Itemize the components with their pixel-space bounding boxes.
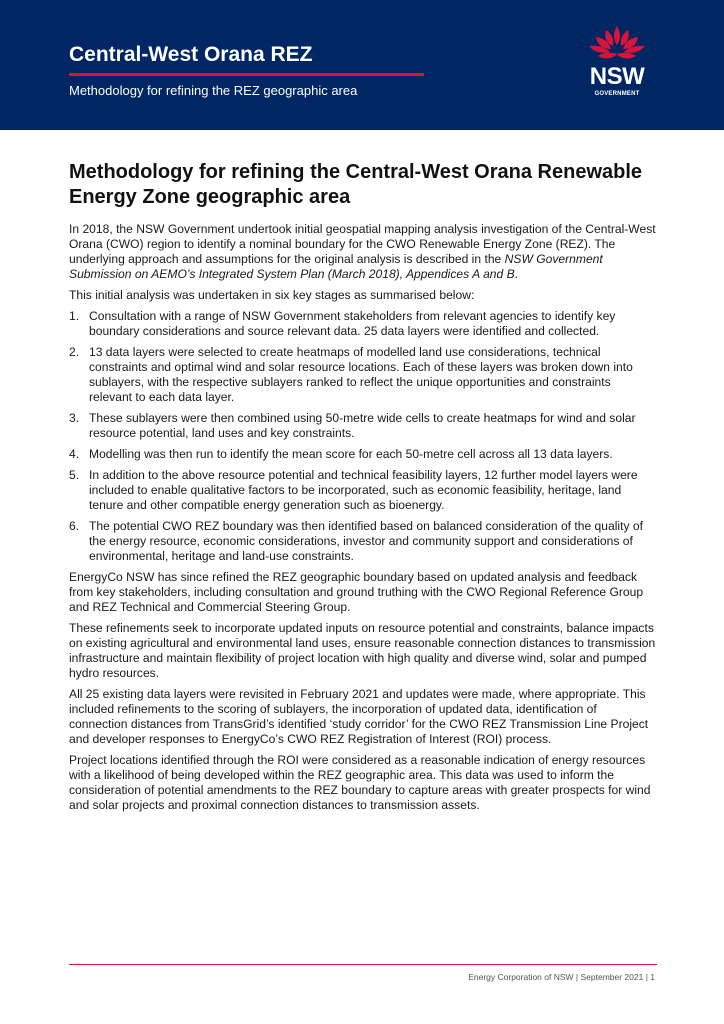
header-subtitle: Methodology for refining the REZ geographic area — [69, 83, 358, 98]
header-banner — [0, 0, 724, 130]
stage-item — [69, 468, 657, 513]
nsw-government-logo — [580, 24, 654, 102]
stage-item — [69, 309, 657, 339]
stage-text: Modelling was then run to identify the mean score for each 50-metre cell across all 13 data layers. — [89, 447, 613, 461]
footer-divider — [69, 964, 657, 965]
body-paragraph: Project locations identified through the ROI were considered as a reasonable indication of energy resources with a likelihood of being developed within the REZ geographic area. This data was used to inform the consideration of potential amendments to the REZ boundary to capture areas with greater prospects for wind and solar projects and proximal connection distances to transmission assets. — [69, 753, 651, 812]
body-paragraph: All 25 existing data layers were revisited in February 2021 and updates were made, where appropriate. This included refinements to the scoring of sublayers, the incorporation of updated data, identification of connection distances from TransGrid’s identified ‘study corridor’ for the CWO REZ Transmission Line Project and developer responses to EnergyCo’s CWO REZ Registration of Interest (ROI) process. — [69, 687, 649, 746]
stage-number: 4. — [69, 447, 80, 461]
intro-citation: NSW Government Submission on AEMO’s Integrated System Plan (March 2018), Appendices A and B — [69, 252, 603, 281]
body-paragraph: EnergyCo NSW has since refined the REZ geographic boundary based on updated analysis and feedback from key stakeholders, including consultation and ground truthing with the CWO Regional Reference Group and REZ Technical and Commercial Steering Group. — [69, 570, 644, 614]
body-paragraph: These refinements seek to incorporate updated inputs on resource potential and constraints, balance impacts on existing agricultural and environmental land uses, ensure reasonable connection distances to transmission infrastructure and maintain flexibility of project location with high quality and diverse wind, solar and pumped hydro resources. — [69, 621, 656, 680]
stage-item — [69, 519, 657, 564]
stage-number: 5. — [69, 468, 80, 482]
stage-item — [69, 345, 657, 405]
document-title: Methodology for refining the Central-West Orana Renewable Energy Zone geographic area — [69, 161, 643, 208]
stage-item — [69, 411, 657, 441]
stage-text: The potential CWO REZ boundary was then identified based on balanced consideration of the quality of the energy resource, economic considerations, investor and community support and considerations of environmental, heritage and land-use constraints. — [89, 519, 643, 563]
stage-number: 2. — [69, 345, 80, 359]
footer-text: Energy Corporation of NSW | September 2021 | 1 — [468, 972, 655, 982]
stages-intro: This initial analysis was undertaken in six key stages as summarised below: — [69, 288, 475, 302]
logo-wordmark: NSW — [589, 63, 645, 90]
intro-paragraph — [69, 222, 657, 282]
stage-item — [69, 447, 657, 462]
stage-number: 6. — [69, 519, 80, 533]
header-title: Central-West Orana REZ — [69, 43, 313, 66]
stage-text: 13 data layers were selected to create heatmaps of modelled land use considerations, technical constraints and optimal wind and solar resource locations. Each of these layers was broken down into sublayers, with the respective sublayers ranked to reflect the unique opportunities and constraints relevant to each data layer. — [89, 345, 633, 404]
document-body — [69, 160, 657, 819]
stage-text: In addition to the above resource potential and technical feasibility layers, 12 further model layers were included to enable qualitative factors to be incorporated, such as economic feasibility, heritage, land tenure and other compatible energy generation such as bioenergy. — [89, 468, 638, 512]
header-divider — [69, 73, 424, 76]
stage-number: 1. — [69, 309, 80, 323]
stage-number: 3. — [69, 411, 80, 425]
stage-text: Consultation with a range of NSW Government stakeholders from relevant agencies to identify key boundary considerations and source relevant data. 25 data layers were identified and collected. — [89, 309, 616, 338]
waratah-icon — [586, 24, 648, 64]
stage-text: These sublayers were then combined using 50-metre wide cells to create heatmaps for wind and solar resource potential, land uses and key constraints. — [89, 411, 636, 440]
logo-subtext: GOVERNMENT — [594, 91, 640, 97]
stages-list — [69, 309, 657, 564]
intro-text: In 2018, the NSW Government undertook initial geospatial mapping analysis investigation of the Central-West Orana (CWO) region to identify a nominal boundary for the CWO Renewable Energy Zone (REZ). The underlying approach and assumptions for the original analysis is described in the — [69, 222, 656, 266]
intro-end: . — [514, 267, 519, 281]
